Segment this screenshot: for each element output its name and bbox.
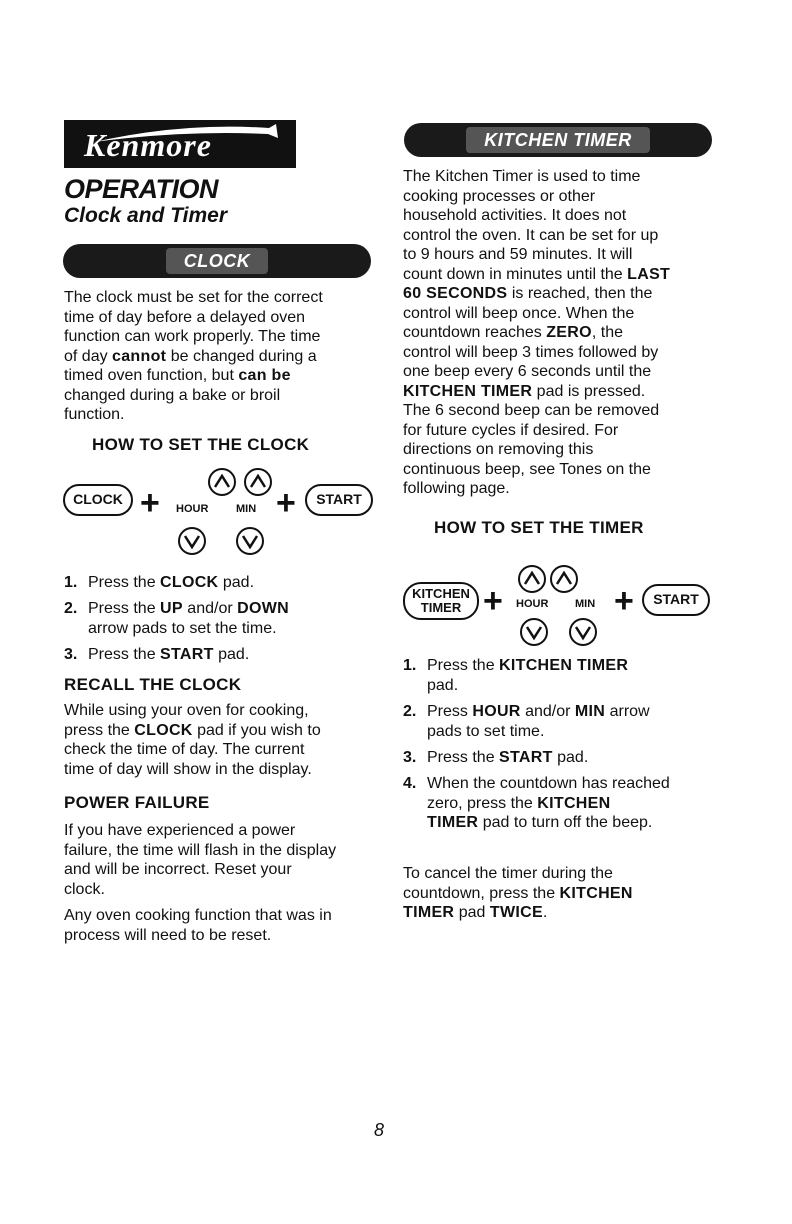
timer-cancel-text: To cancel the timer during the countdown, press the KITCHEN TIMER pad TWICE.: [403, 865, 633, 921]
hour-down-arrow-icon[interactable]: [178, 527, 206, 555]
plus-icon: +: [276, 484, 296, 522]
clock-banner: [63, 244, 371, 278]
min-label: MIN: [575, 598, 596, 610]
min-down-arrow-icon[interactable]: [236, 527, 264, 555]
timer-step-1: 1. Press the KITCHEN TIMER pad.: [403, 657, 629, 694]
kitchen-timer-pad[interactable]: KITCHEN TIMER: [403, 582, 479, 620]
plus-icon: +: [483, 582, 503, 620]
hour-label: HOUR: [516, 598, 549, 610]
min-up-arrow-icon[interactable]: [244, 468, 272, 496]
recall-text: While using your oven for cooking, press the CLOCK pad if you wish to check the time of day. The current time of day will show in the display.: [64, 702, 321, 778]
hour-label: HOUR: [176, 503, 209, 515]
timer-step-4: 4. When the countdown has reached zero, press the KITCHEN TIMER pad to turn off the beep.: [403, 775, 670, 831]
kitchen-timer-banner-label: KITCHEN TIMER: [466, 127, 650, 153]
start-pad[interactable]: START: [642, 584, 710, 616]
min-up-arrow-icon[interactable]: [550, 565, 578, 593]
kitchen-timer-banner: [404, 123, 712, 157]
clock-intro-line: changed during a bake or broil: [64, 386, 281, 404]
clock-step-2: 2. Press the UP and/or DOWN arrow pads to set the time.: [64, 600, 289, 637]
clock-step-3: 3. Press the START pad.: [64, 646, 250, 663]
timer-howto-heading: HOW TO SET THE TIMER: [434, 518, 644, 537]
logo-text: Kenmore: [84, 127, 212, 163]
timer-intro: The Kitchen Timer is used to time cooking processes or other household activities. It does not control the oven. It can be set for up to 9 hours and 59 minutes. It will count down in minutes until the LAST 60 SECONDS is reached, then the control will beep once. When the countdown reaches ZERO, the control will beep 3 times followed by one beep every 6 seconds until the KITCHEN TIMER pad is pressed. The 6 second beep can be removed for future cycles if desired. For directions on removing this continuous beep, see Tones on the following page.: [403, 168, 671, 497]
min-down-arrow-icon[interactable]: [569, 618, 597, 646]
power-failure-reset-text: Any oven cooking function that was in process will need to be reset.: [64, 907, 332, 944]
clock-intro-line: timed oven function, but can be: [64, 367, 291, 384]
clock-intro-line: The clock must be set for the correct: [64, 289, 323, 306]
clock-intro-line: of day cannot be changed during a: [64, 347, 317, 365]
plus-icon: +: [614, 582, 634, 620]
clock-banner-label: CLOCK: [166, 248, 269, 274]
kenmore-logo: [64, 120, 296, 168]
clock-step-1: 1. Press the CLOCK pad.: [64, 574, 255, 591]
hour-up-arrow-icon[interactable]: [208, 468, 236, 496]
plus-icon: +: [140, 484, 160, 522]
page-subtitle: Clock and Timer: [64, 204, 227, 227]
clock-intro: [64, 288, 374, 425]
clock-intro-line: function can work properly. The time: [64, 328, 321, 345]
start-pad[interactable]: START: [305, 484, 373, 516]
clock-intro-line: function.: [64, 406, 125, 423]
power-failure-heading: POWER FAILURE: [64, 793, 210, 812]
timer-step-3: 3. Press the START pad.: [403, 749, 589, 766]
timer-step-2: 2. Press HOUR and/or MIN arrow pads to set time.: [403, 703, 650, 740]
power-failure-text: If you have experienced a power failure, the time will flash in the display and will be incorrect. Reset your clock.: [64, 822, 337, 898]
min-label: MIN: [236, 503, 257, 515]
hour-down-arrow-icon[interactable]: [520, 618, 548, 646]
page-number: 8: [374, 1120, 385, 1140]
clock-howto-heading: HOW TO SET THE CLOCK: [92, 435, 310, 454]
recall-heading: RECALL THE CLOCK: [64, 675, 242, 694]
clock-pad[interactable]: CLOCK: [63, 484, 133, 516]
page-title: OPERATION: [64, 174, 219, 204]
clock-intro-line: time of day before a delayed oven: [64, 308, 306, 326]
hour-up-arrow-icon[interactable]: [518, 565, 546, 593]
